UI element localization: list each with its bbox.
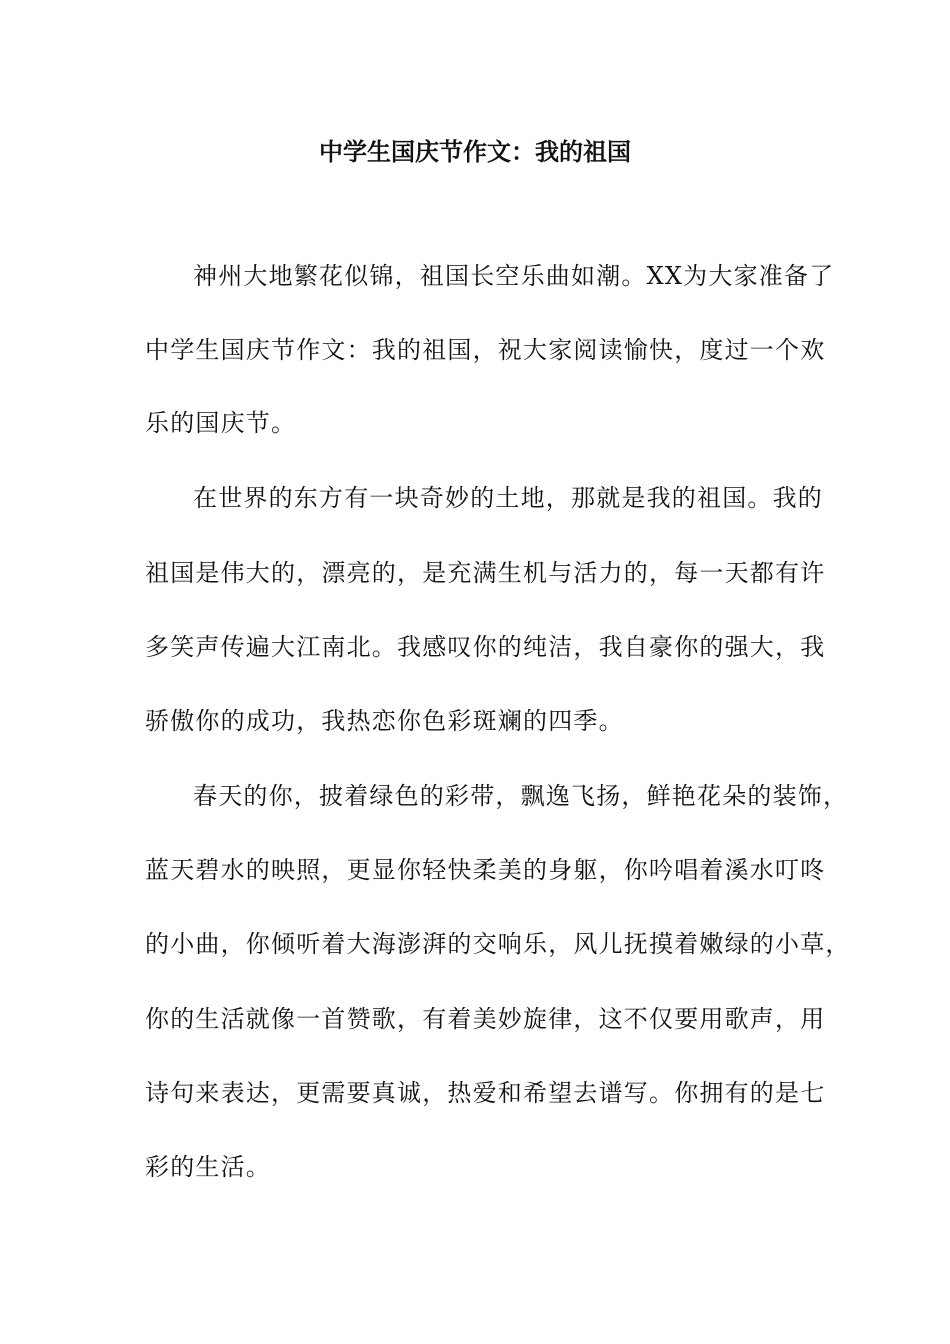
paragraph-2-line-4: 骄傲你的成功，我热恋你色彩斑斓的四季。 [145, 707, 624, 735]
paragraph-3-line-1: 春天的你，披着绿色的彩带，飘逸飞扬，鲜艳花朵的装饰， [193, 782, 849, 810]
paragraph-2-line-3: 多笑声传遍大江南北。我感叹你的纯洁，我自豪你的强大，我 [145, 633, 826, 661]
document-title: 中学生国庆节作文：我的祖国 [319, 137, 631, 166]
paragraph-1-line-3: 乐的国庆节。 [145, 409, 297, 437]
paragraph-2-line-2: 祖国是伟大的，漂亮的，是充满生机与活力的，每一天都有许 [145, 559, 826, 587]
paragraph-3-line-2: 蓝天碧水的映照，更显你轻快柔美的身躯，你吟唱着溪水叮咚 [145, 856, 826, 884]
paragraph-3-line-3: 的小曲，你倾听着大海澎湃的交响乐，风儿抚摸着嫩绿的小草， [145, 930, 851, 958]
paragraph-3-line-4: 你的生活就像一首赞歌，有着美妙旋律，这不仅要用歌声，用 [145, 1005, 826, 1033]
paragraph-3-line-6: 彩的生活。 [145, 1153, 271, 1181]
paragraph-1-line-2: 中学生国庆节作文：我的祖国，祝大家阅读愉快，度过一个欢 [145, 336, 826, 364]
paragraph-1-line-1: 神州大地繁花似锦，祖国长空乐曲如潮。XX为大家准备了 [193, 262, 835, 290]
paragraph-2-line-1: 在世界的东方有一块奇妙的土地，那就是我的祖国。我的 [193, 484, 823, 512]
paragraph-3-line-5: 诗句来表达，更需要真诚，热爱和希望去谱写。你拥有的是七 [145, 1079, 826, 1107]
